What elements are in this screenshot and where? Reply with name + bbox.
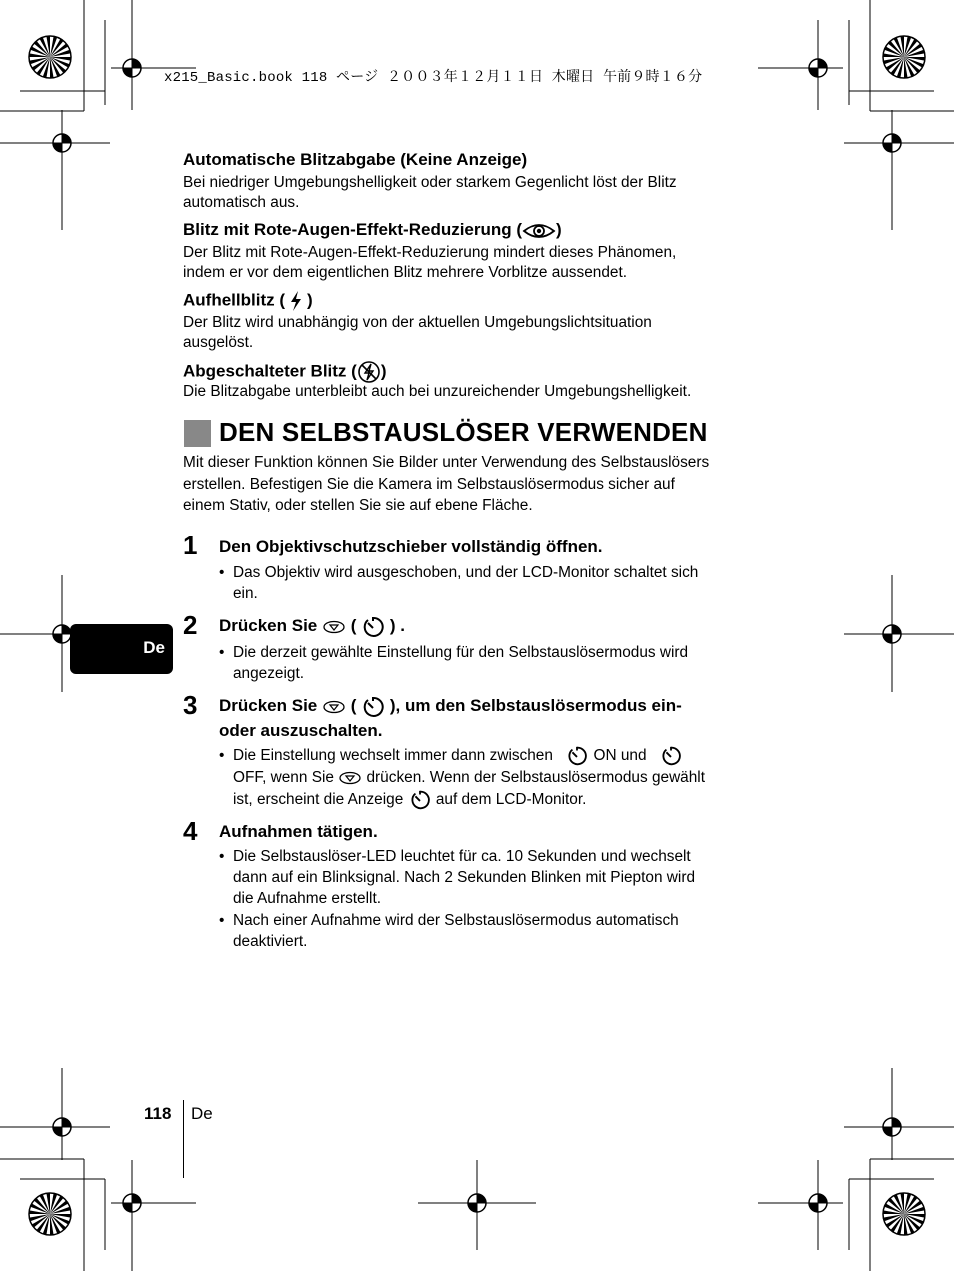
flash-off-text: Die Blitzabgabe unterbleibt auch bei unzureichender Umgebungshelligkeit. [183, 383, 692, 400]
self-timer-icon [565, 745, 589, 767]
arrow-pad-down-icon [322, 620, 346, 634]
step-number: 4 [183, 816, 198, 846]
step-bullet: • Nach einer Aufnahme wird der Selbstauslösermodus automatisch deaktiviert. [219, 912, 679, 950]
self-timer-icon [659, 745, 683, 767]
footer-language: De [191, 1104, 213, 1123]
flash-fill-heading: Aufhellblitz ( ) [183, 290, 313, 312]
section-title: DEN SELBSTAUSLÖSER VERWENDEN [219, 417, 708, 447]
step-number: 3 [183, 690, 198, 720]
step-title: Drücken Sie ( ) . [219, 614, 405, 639]
step-number: 1 [183, 530, 198, 560]
step-title: Drücken Sie ( ), um den Selbstauslösermodus ein- oder auszuschalten. [219, 696, 682, 740]
flash-auto-text: Bei niedriger Umgebungshelligkeit oder starkem Gegenlicht löst der Blitz automatisch aus. [183, 174, 677, 211]
arrow-pad-down-icon [322, 700, 346, 714]
self-timer-icon [361, 615, 385, 639]
step-bullet: • Das Objektiv wird ausgeschoben, und der LCD-Monitor schaltet sich ein. [219, 564, 699, 602]
flash-auto-heading: Automatische Blitzabgabe (Keine Anzeige) [183, 150, 528, 169]
red-eye-icon [522, 221, 556, 241]
print-header: x215_Basic.book 118 ページ ２００３年１２月１１日 木曜日 午前９時１６分 [164, 70, 703, 86]
step-number: 2 [183, 610, 198, 640]
section-marker [184, 420, 211, 447]
flash-fill-text: Der Blitz wird unabhängig von der aktuellen Umgebungslichtsituation ausgelöst. [183, 314, 652, 351]
step-bullet: • Die Selbstauslöser-LED leuchtet für ca. 10 Sekunden und wechselt dann auf ein Blinksignal. Nach 2 Sekunden Blinken mit Piepton wird die Aufnahme erstellt. [219, 848, 695, 907]
self-timer-icon [361, 695, 385, 719]
flash-redeye-heading: Blitz mit Rote-Augen-Effekt-Reduzierung ( ) [183, 220, 562, 239]
step-bullet: • Die Einstellung wechselt immer dann zwischen ON und OFF, wenn Sie drücken. Wenn der Selbstauslösermodus gewählt ist, erscheint die Anzeige auf dem LCD-Monitor. [233, 745, 705, 811]
step-bullet: • Die derzeit gewählte Einstellung für den Selbstauslösermodus wird angezeigt. [219, 644, 689, 682]
flash-off-icon [357, 360, 381, 384]
flash-redeye-text: Der Blitz mit Rote-Augen-Effekt-Reduzierung mindert dieses Phänomen, indem er vor dem eigentlichen Blitz mehrere Vorblitze aussendet. [183, 244, 677, 281]
section-intro: Mit dieser Funktion können Sie Bilder unter Verwendung des Selbstauslösers erstellen. Befestigen Sie die Kamera im Selbstauslösermodus sicher auf einem Stativ, oder stellen Sie sie auf ebene Fläche. [183, 454, 710, 514]
self-timer-icon [408, 789, 432, 811]
step-title: Den Objektivschutzschieber vollständig öffnen. [219, 537, 603, 556]
arrow-pad-down-icon [338, 771, 362, 785]
language-tab: De [70, 624, 173, 674]
footer-divider [183, 1100, 184, 1178]
page-number: 118 [144, 1104, 172, 1123]
flash-icon [285, 290, 307, 312]
step-title: Aufnahmen tätigen. [219, 822, 378, 841]
flash-off-heading: Abgeschalteter Blitz ( ) [183, 360, 386, 384]
